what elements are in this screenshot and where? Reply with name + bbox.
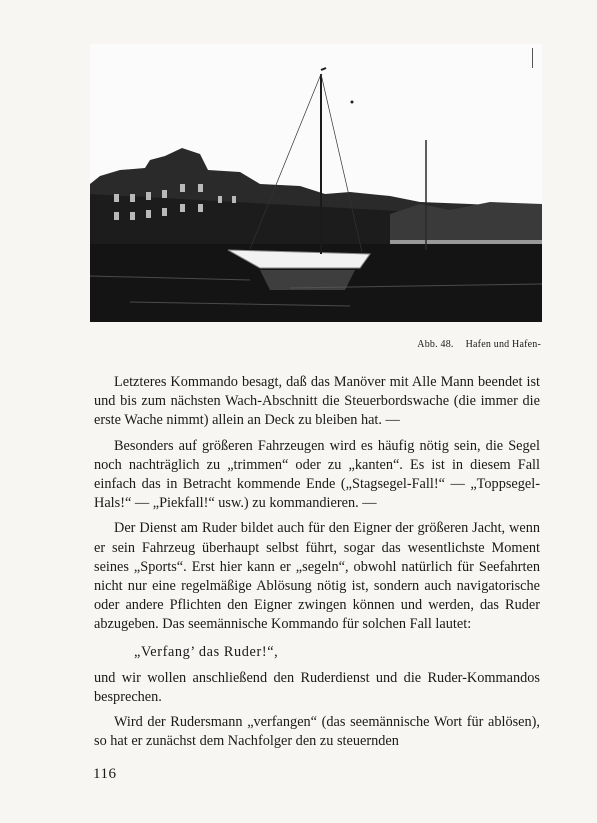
paragraph: Besonders auf größeren Fahrzeugen wird es häufig nötig sein, die Segel noch nachträglich zu „trimmen“ oder zu „kanten“. Es ist in diesem Fall einfach das in Betracht kommende Ende („Stagsegel-Fall!“ — „Toppsegel-Hals!“ — „Piekfall!“ usw.) zu kommandieren. — (94, 437, 540, 512)
paragraph: Der Dienst am Ruder bildet auch für den Eigner der größeren Jacht, wenn er sein Fahrzeug überhaupt selbst führt, sogar das wesentlichste Moment seines „Sports“. Erst hier kann er „segeln“, obwohl natürlich für Seefahrten nicht nur eine regelmäßige Ablösung nötig ist, sondern auch navigatorische oder andere Pflichten den Eigner zwingen können und werden, das Ruder abzugeben. Das seemännische Kommando für solchen Fall lautet: (94, 520, 540, 633)
paragraph: Wird der Rudersmann „verfangen“ (das seemännische Wort für ablösen), so hat er zunächst dem Nachfolger den zu steuernden (94, 714, 540, 750)
harbor-photo (90, 44, 542, 322)
body-text (94, 373, 540, 758)
figure-caption-text: Hafen und Hafen- (465, 339, 541, 350)
quoted-command: „Verfang’ das Ruder!“, (134, 643, 279, 660)
page-number: 116 (93, 766, 117, 782)
paragraph: Letzteres Kommando besagt, daß das Manöver mit Alle Mann beendet ist und bis zum nächsten Wach-Abschnitt die Steuerbordswache (die immer die erste Wache nimmt) allein an Deck zu bleiben hat. — (94, 374, 540, 429)
paragraph-continuation: und wir wollen anschließend den Ruderdienst und die Ruder-Kommandos besprechen. (94, 669, 540, 706)
figure-caption (0, 339, 541, 350)
figure-number: Abb. 48. (417, 339, 454, 350)
